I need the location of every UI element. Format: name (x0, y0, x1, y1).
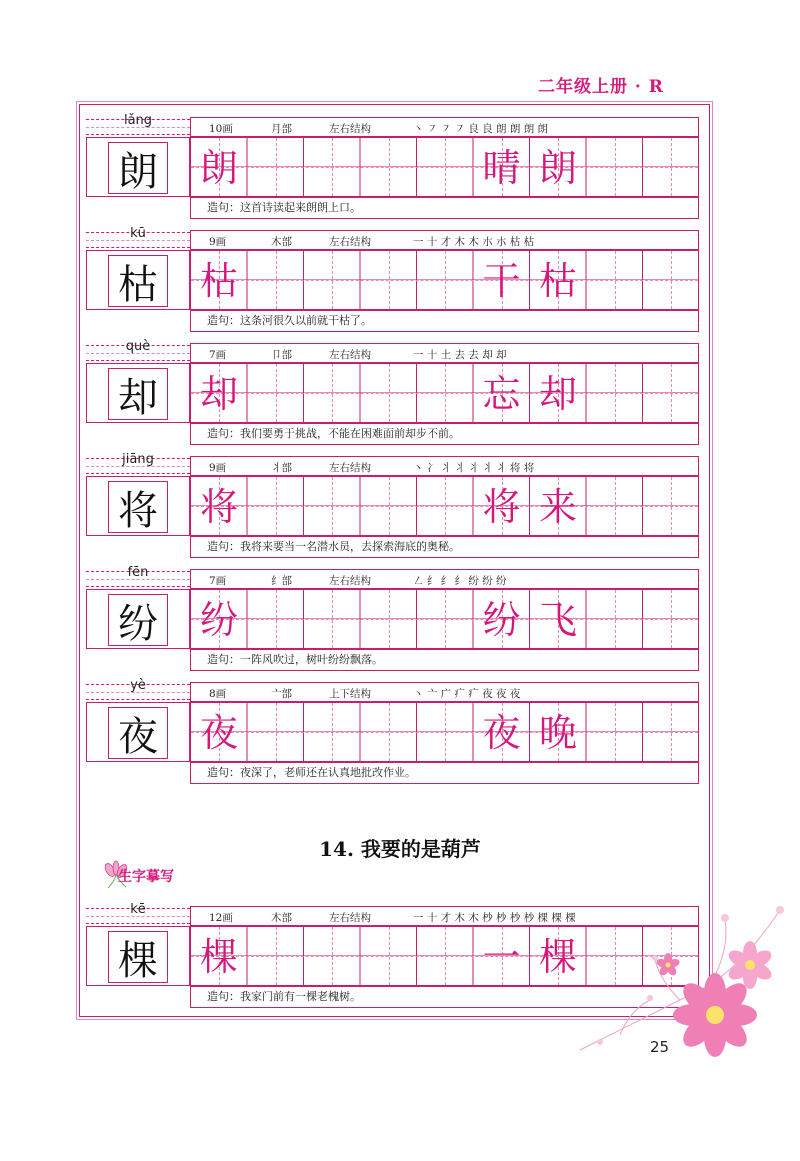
radical: 月部 (271, 123, 292, 135)
character-info (190, 569, 699, 589)
radical: 木部 (271, 912, 292, 924)
model-character: 纷 (108, 594, 168, 646)
tracing-cell[interactable]: 纷 (482, 598, 521, 642)
example-sentence: 造句：这条河很久以前就干枯了。 (190, 310, 699, 332)
tracing-grid (190, 702, 699, 762)
example-sentence: 造句：我家门前有一棵老槐树。 (190, 986, 699, 1008)
model-character-box (86, 589, 190, 649)
stroke-count: 8画 (209, 688, 227, 700)
radical: 纟部 (271, 575, 292, 587)
example-sentence: 造句：这首诗读起来朗朗上口。 (190, 197, 699, 219)
model-character-box (86, 363, 190, 423)
tracing-cell[interactable]: 将 (199, 485, 238, 529)
model-character-box (86, 926, 190, 986)
page-number: 25 (650, 1038, 670, 1056)
model-character: 夜 (108, 707, 168, 759)
tracing-cell[interactable]: 干 (482, 259, 521, 303)
stroke-order: 丶 冫 丬 丬 丬 丬 丬 将 将 (413, 462, 535, 474)
structure: 上下结构 (329, 688, 371, 700)
tracing-cell[interactable]: 枯 (538, 259, 577, 303)
example-sentence: 造句：夜深了，老师还在认真地批改作业。 (190, 762, 699, 784)
model-character: 却 (108, 368, 168, 420)
stroke-count: 9画 (209, 236, 227, 248)
example-sentence: 造句：我们要勇于挑战，不能在困难面前却步不前。 (190, 423, 699, 445)
pinyin: què (125, 339, 151, 354)
pinyin: kū (130, 226, 146, 241)
pinyin: jiāng (122, 452, 154, 467)
pinyin-row (86, 339, 699, 363)
stroke-count: 10画 (209, 123, 233, 135)
model-character: 枯 (108, 255, 168, 307)
stroke-count: 9画 (209, 462, 227, 474)
tracing-cell[interactable]: 飞 (538, 598, 577, 642)
tracing-cell[interactable]: 棵 (538, 935, 577, 979)
tracing-cell[interactable]: 夜 (199, 711, 238, 755)
character-info (190, 456, 699, 476)
pinyin: yè (130, 678, 146, 693)
tracing-cell[interactable]: 将 (482, 485, 521, 529)
pinyin-row (86, 452, 699, 476)
model-character: 棵 (108, 931, 168, 983)
pinyin-row (86, 678, 699, 702)
stroke-order: 一 十 才 木 木 杪 杪 杪 杪 棵 棵 棵 (413, 912, 576, 924)
tracing-cell[interactable]: 纷 (199, 598, 238, 642)
radical: 丬部 (271, 462, 292, 474)
pinyin-row (86, 565, 699, 589)
tracing-cell[interactable]: 却 (538, 372, 577, 416)
example-sentence: 造句：我将来要当一名潜水员，去探索海底的奥秘。 (190, 536, 699, 558)
stroke-count: 12画 (209, 912, 233, 924)
pinyin: kē (130, 902, 146, 917)
tracing-grid (190, 250, 699, 310)
stroke-count: 7画 (209, 349, 227, 361)
structure: 左右结构 (329, 123, 371, 135)
structure: 左右结构 (329, 575, 371, 587)
decorative-flowers-icon (560, 870, 800, 1070)
structure: 左右结构 (329, 912, 371, 924)
tracing-cell[interactable]: 晚 (538, 711, 577, 755)
radical: 卩部 (271, 349, 292, 361)
stroke-count: 7画 (209, 575, 227, 587)
model-character: 朗 (108, 142, 168, 194)
tracing-cell[interactable]: 朗 (538, 146, 577, 190)
page-header-title: 二年级上册 · R (538, 77, 664, 97)
character-block (86, 678, 699, 784)
character-info (190, 230, 699, 250)
character-block (86, 565, 699, 671)
pinyin: lǎng (123, 113, 153, 128)
radical: 亠部 (271, 688, 292, 700)
stroke-order: 丶 ㇇ ㇇ ㇇ 良 良 朗 朗 朗 朗 (413, 123, 549, 135)
structure: 左右结构 (329, 349, 371, 361)
structure: 左右结构 (329, 236, 371, 248)
pinyin-row (86, 226, 699, 250)
tracing-cell[interactable]: 却 (199, 372, 238, 416)
stroke-order: ㇜ 纟 纟 纟 纷 纷 纷 (413, 575, 507, 587)
stroke-order: 丶 亠 广 疒 疒 夜 夜 夜 (413, 688, 521, 700)
stroke-order: 一 十 土 去 去 却 却 (413, 349, 507, 361)
tracing-grid (190, 589, 699, 649)
pinyin: fēn (127, 565, 149, 580)
character-block (86, 113, 699, 219)
tracing-cell[interactable]: 忘 (482, 372, 521, 416)
tracing-cell[interactable]: 夜 (482, 711, 521, 755)
character-info (190, 682, 699, 702)
pinyin-row (86, 113, 699, 137)
lesson-title: 14. 我要的是葫芦 (319, 837, 481, 861)
model-character: 将 (108, 481, 168, 533)
tracing-grid (190, 137, 699, 197)
character-block (86, 226, 699, 332)
structure: 左右结构 (329, 462, 371, 474)
character-block (86, 339, 699, 445)
tracing-cell[interactable]: 枯 (199, 259, 238, 303)
tracing-cell[interactable]: 晴 (482, 146, 521, 190)
radical: 木部 (271, 236, 292, 248)
section-label: 生字摹写 (118, 869, 174, 885)
example-sentence: 造句：一阵风吹过，树叶纷纷飘落。 (190, 649, 699, 671)
tracing-cell[interactable]: 棵 (199, 935, 238, 979)
tracing-grid (190, 476, 699, 536)
character-info (190, 117, 699, 137)
tracing-cell[interactable]: 一 (482, 935, 521, 979)
character-block (86, 452, 699, 558)
tracing-grid (190, 363, 699, 423)
model-character-box (86, 702, 190, 762)
tracing-cell[interactable]: 来 (538, 485, 577, 529)
character-info (190, 343, 699, 363)
stroke-order: 一 十 才 木 木 朩 朩 枯 枯 (413, 236, 535, 248)
model-character-box (86, 137, 190, 197)
model-character-box (86, 250, 190, 310)
model-character-box (86, 476, 190, 536)
tracing-cell[interactable]: 朗 (199, 146, 238, 190)
